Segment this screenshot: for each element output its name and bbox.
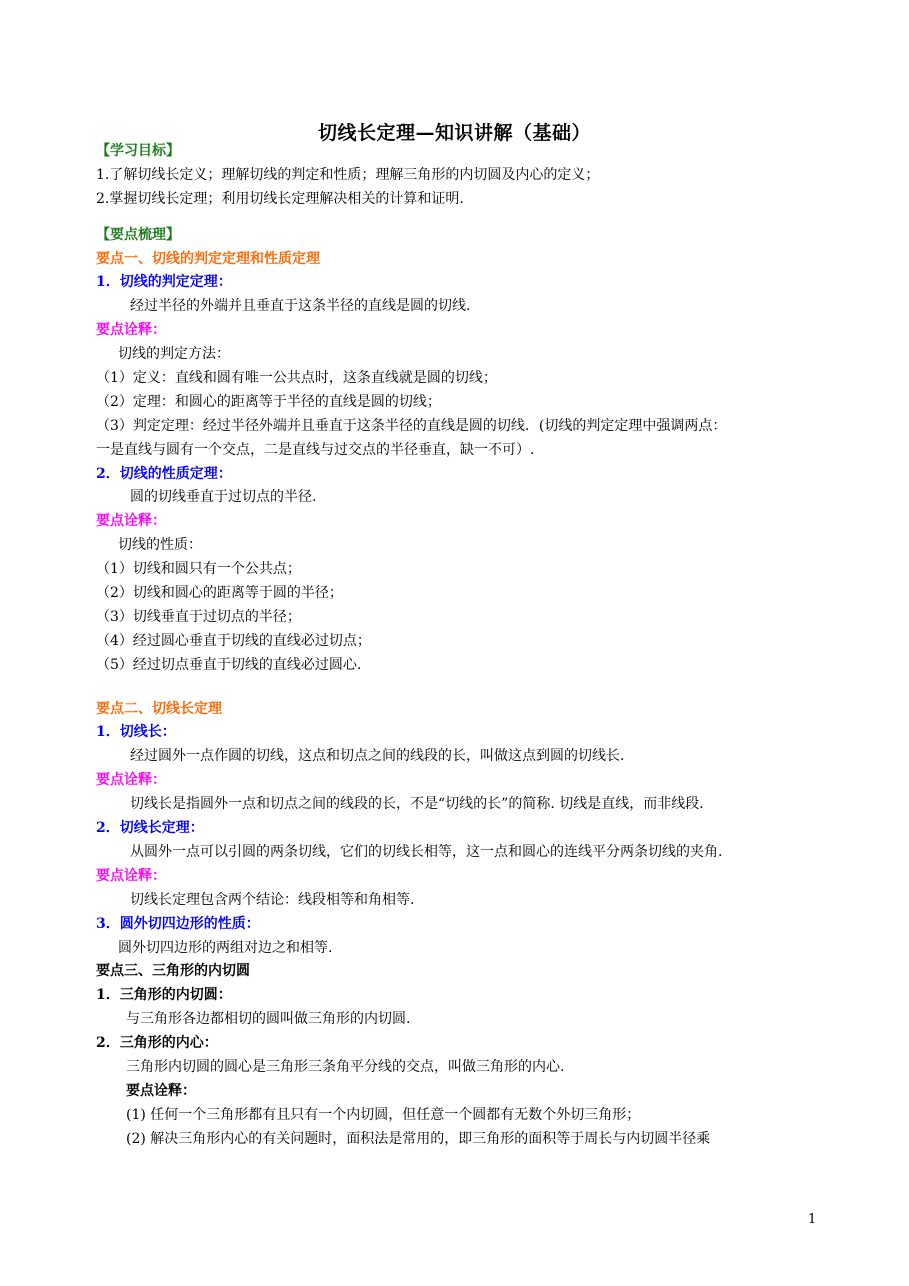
point1-sub2-text: 圆的切线垂直于过切点的半径. bbox=[130, 489, 317, 506]
point3-sub2-note-heading: 要点诠释： bbox=[126, 1082, 196, 1099]
page-title: 切线长定理—知识讲解（基础） bbox=[317, 122, 591, 144]
point1-sub1-text: 经过半径的外端并且垂直于这条半径的直线是圆的切线. bbox=[130, 298, 471, 315]
objective-item: 1.了解切线长定义；理解切线的判定和性质；理解三角形的内切圆及内心的定义； bbox=[96, 166, 600, 183]
point2-sub1-heading: 1．切线长： bbox=[96, 724, 176, 741]
point3-sub1-heading: 1．三角形的内切圆： bbox=[96, 987, 232, 1004]
point2-sub2-note-text: 切线长定理包含两个结论：线段相等和角相等. bbox=[130, 891, 415, 908]
note-line: （3）判定定理：经过半径外端并且垂直于这条半径的直线是圆的切线．(切线的判定定理中强调两点： bbox=[96, 417, 727, 434]
point1-sub2-heading: 2．切线的性质定理： bbox=[96, 465, 232, 482]
point2-sub3-heading: 3．圆外切四边形的性质： bbox=[96, 915, 260, 932]
point2-sub2-note-heading: 要点诠释： bbox=[96, 867, 166, 884]
point2-sub2-heading: 2．切线长定理： bbox=[96, 820, 204, 837]
note-line: 一是直线与圆有一个交点，二是直线与过交点的半径垂直，缺一不可）. bbox=[96, 441, 535, 458]
point1-sub1-heading: 1．切线的判定定理： bbox=[96, 274, 232, 291]
document-body bbox=[96, 140, 836, 1152]
point2-sub2-text: 从圆外一点可以引圆的两条切线，它们的切线长相等，这一点和圆心的连线平分两条切线的夹角. bbox=[130, 843, 723, 860]
note-line: （4）经过圆心垂直于切线的直线必过切点； bbox=[96, 632, 371, 649]
point1-heading: 要点一、切线的判定定理和性质定理 bbox=[96, 250, 320, 267]
point3-sub1-text: 与三角形各边都相切的圆叫做三角形的内切圆. bbox=[126, 1011, 411, 1028]
point1-sub1-note-heading: 要点诠释： bbox=[96, 322, 166, 339]
note-line: （1）切线和圆只有一个公共点； bbox=[96, 561, 301, 578]
point2-sub1-text: 经过圆外一点作圆的切线，这点和切点之间的线段的长，叫做这点到圆的切线长. bbox=[130, 748, 625, 765]
objective-item: 2.掌握切线长定理；利用切线长定理解决相关的计算和证明. bbox=[96, 190, 464, 207]
point3-sub2-heading: 2．三角形的内心： bbox=[96, 1035, 218, 1052]
point2-sub3-text: 圆外切四边形的两组对边之和相等. bbox=[118, 939, 333, 956]
objectives-heading: 【学习目标】 bbox=[96, 143, 180, 159]
point1-sub2-note-heading: 要点诠释： bbox=[96, 513, 166, 530]
point2-sub1-note-heading: 要点诠释： bbox=[96, 772, 166, 789]
note-line: （5）经过切点垂直于切线的直线必过圆心. bbox=[96, 656, 362, 673]
note-line: 切线的性质： bbox=[118, 537, 202, 554]
point3-heading: 要点三、三角形的内切圆 bbox=[96, 963, 250, 980]
note-line: 切线的判定方法： bbox=[118, 346, 230, 363]
note-line: （2）定理：和圆心的距离等于半径的直线是圆的切线； bbox=[96, 393, 441, 410]
point2-sub1-note-text: 切线长是指圆外一点和切点之间的线段的长，不是“切线的长”的简称. 切线是直线，而非线段. bbox=[130, 796, 704, 813]
note-line: （3）切线垂直于过切点的半径； bbox=[96, 608, 301, 625]
page-number: 1 bbox=[808, 1212, 817, 1227]
note-line: (1) 任何一个三角形都有且只有一个内切圆，但任意一个圆都有无数个外切三角形； bbox=[126, 1106, 641, 1123]
point2-heading: 要点二、切线长定理 bbox=[96, 700, 222, 717]
note-line: （1）定义：直线和圆有唯一公共点时，这条直线就是圆的切线； bbox=[96, 370, 497, 387]
outline-heading: 【要点梳理】 bbox=[96, 226, 180, 243]
note-line: (2) 解决三角形内心的有关问题时，面积法是常用的，即三角形的面积等于周长与内切圆半径乘 bbox=[126, 1130, 711, 1147]
point3-sub2-text: 三角形内切圆的圆心是三角形三条角平分线的交点，叫做三角形的内心. bbox=[126, 1058, 565, 1075]
note-line: （2）切线和圆心的距离等于圆的半径； bbox=[96, 585, 343, 602]
